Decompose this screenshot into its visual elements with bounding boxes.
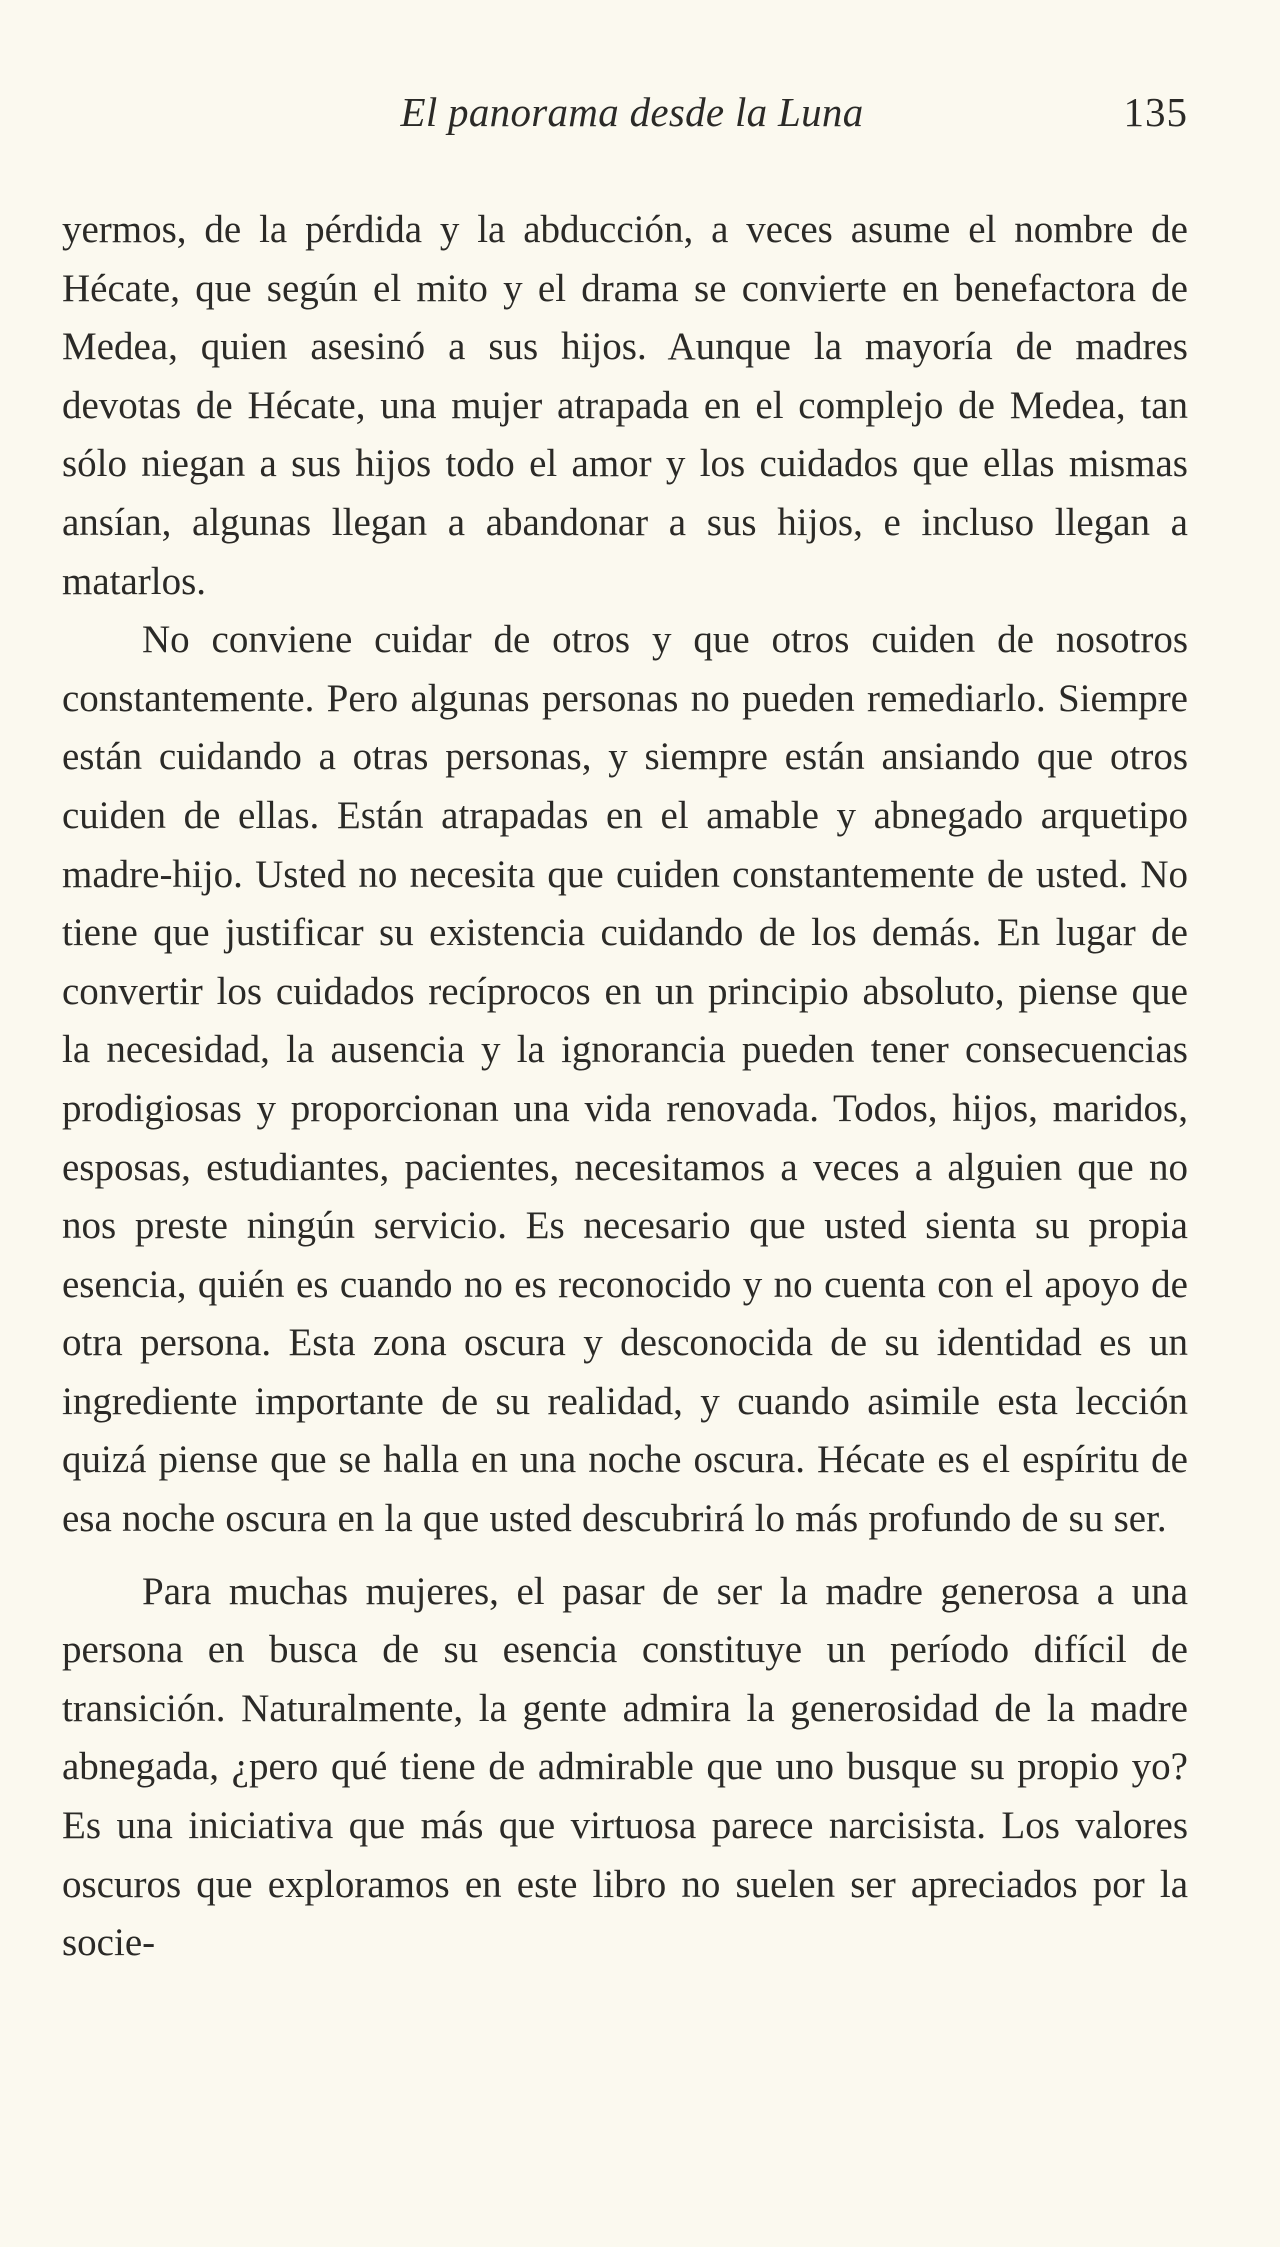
page-number: 135 — [1123, 89, 1188, 135]
running-title: El panorama desde la Luna — [400, 89, 864, 135]
paragraph-1: yermos, de la pérdida y la abducción, a veces asume el nombre de Hécate, que según el mito y el drama se convierte en benefactora de Medea, quien asesinó a sus hijos. Aunque la mayoría de madres devotas de Hécate, una mujer atrapada en el complejo de Medea, tan sólo niegan a sus hijos todo el amor y los cuidados que ellas mismas ansían, algunas llegan a abandonar a sus hijos, e incluso llegan a matarlos. — [62, 208, 1188, 603]
paragraph-3: Para muchas mujeres, el pasar de ser la madre generosa a una persona en busca de su esencia constituye un período difícil de transición. Naturalmente, la gente admira la generosidad de la madre abnegada, ¿pero qué tiene de admirable que uno busque su propio yo? Es una iniciativa que más que virtuosa parece narcisista. Los valores oscuros que exploramos en este libro no suelen ser apreciados por la socie- — [62, 1569, 1188, 1965]
body-text — [62, 201, 1188, 1973]
paragraph-2: No conviene cuidar de otros y que otros cuiden de nosotros constantemente. Pero algunas personas no pueden remediarlo. Siempre están cuidando a otras personas, y siempre están ansiando que otros cuiden de ellas. Están atrapadas en el amable y abnegado arquetipo madre-hijo. Usted no necesita que cuiden constantemente de usted. No tiene que justificar su existencia cuidando de los demás. En lugar de convertir los cuidados recíprocos en un principio absoluto, piense que la necesidad, la ausencia y la ignorancia pueden tener consecuencias prodigiosas y proporcionan una vida renovada. Todos, hijos, maridos, esposas, estudiantes, pacientes, necesitamos a veces a alguien que no nos preste ningún servicio. Es necesario que usted sienta su propia esencia, quién es cuando no es reconocido y no cuenta con el apoyo de otra persona. Esta zona oscura y desconocida de su identidad es un ingrediente importante de su realidad, y cuando asimile esta lección quizá piense que se halla en una noche oscura. Hécate es el espíritu de esa noche oscura en la que usted descubrirá lo más profundo de su ser. — [62, 618, 1188, 1541]
running-head — [62, 82, 1188, 142]
